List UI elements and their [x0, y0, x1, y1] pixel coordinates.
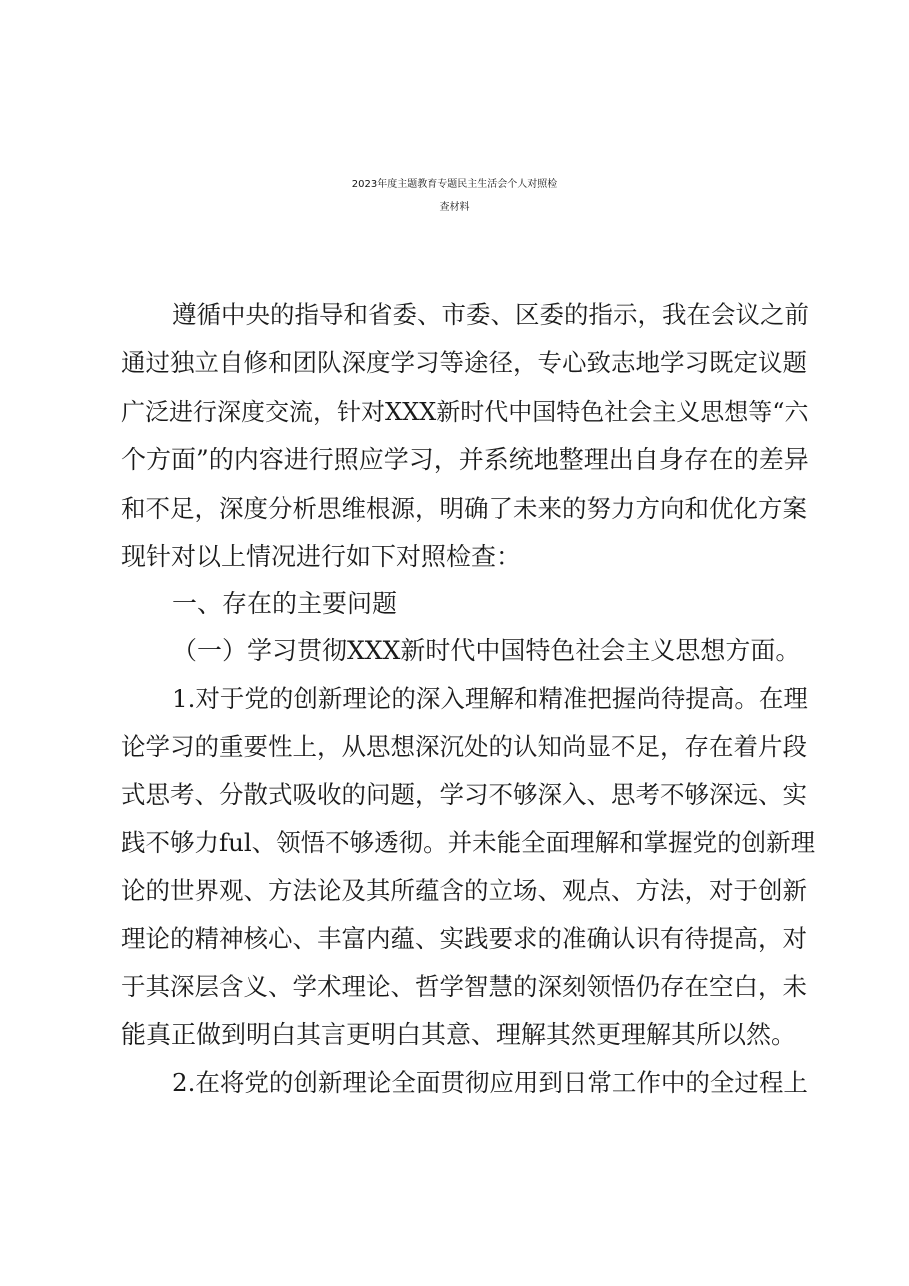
section-heading: 一、存在的主要问题 [172, 589, 398, 618]
intro-line: 个方面”的内容进行照应学习，并系统地整理出自身存在的差异 [121, 445, 809, 474]
point1-line: 论学习的重要性上，从思想深沉处的认知尚显不足，存在着片段 [121, 732, 807, 761]
intro-line: 广泛进行深度交流，针对XXX新时代中国特色社会主义思想等“六 [121, 398, 809, 426]
intro-line: 通过独立自修和团队深度学习等途径，专心致志地学习既定议题 [121, 348, 807, 377]
subsection-heading: （一）学习贯彻XXX新时代中国特色社会主义思想方面。 [172, 636, 801, 665]
intro-line: 现针对以上情况进行如下对照检查： [121, 542, 522, 571]
point1-line: 式思考、分散式吸收的问题，学习不够深入、思考不够深远、实 [121, 780, 807, 809]
document-title-line-1: 2023年度主题教育专题民主生活会个人对照检 [351, 179, 558, 190]
intro-line: 和不足，深度分析思维根源，明确了未来的努力方向和优化方案 [121, 494, 807, 523]
document-title-line-2: 查材料 [439, 202, 470, 213]
point1-line: 理论的精神核心、丰富内蕴、实践要求的准确认识有待提高，对 [121, 924, 807, 953]
point1-line: 于其深层含义、学术理论、哲学智慧的深刻领悟仍存在空白，未 [121, 972, 807, 1001]
point2-line: 2.在将党的创新理论全面贯彻应用到日常工作中的全过程上 [172, 1068, 808, 1097]
point1-line: 能真正做到明白其言更明白其意、理解其然更理解其所以然。 [121, 1020, 797, 1049]
point1-line: 践不够力ful、领悟不够透彻。并未能全面理解和掌握党的创新理 [121, 828, 816, 857]
point1-line: 1.对于党的创新理论的深入理解和精准把握尚待提高。在理 [172, 684, 808, 713]
point1-line: 论的世界观、方法论及其所蕴含的立场、观点、方法，对于创新 [121, 876, 807, 905]
intro-line: 遵循中央的指导和省委、市委、区委的指示，我在会议之前 [172, 300, 809, 329]
